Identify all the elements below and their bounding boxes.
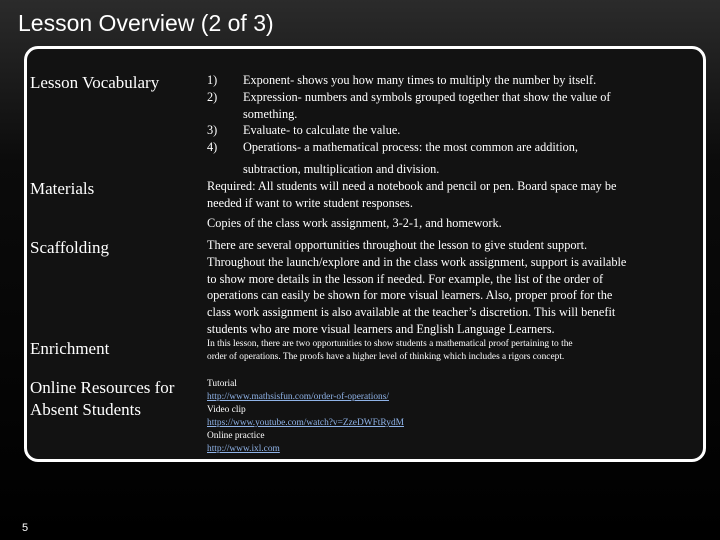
materials-label: Materials (30, 179, 95, 198)
vocabulary-list (207, 72, 685, 178)
materials-text: Required: All students will need a notebook and pencil or pen. Board space may be needed if want to write student responses. Copies of the class work assignment, 3-2-1, and homework. (207, 179, 617, 230)
online-practice-label: Online practice (207, 431, 265, 441)
vocab-item-3: 3) Evaluate- to calculate the value. (207, 123, 401, 138)
vocab-item-4-cont: subtraction, multiplication and division. (243, 161, 440, 176)
vocab-item-2: 2) Expression- numbers and symbols grouped together that show the value of (207, 89, 611, 104)
enrichment-text: In this lesson, there are two opportunities to show students a mathematical proof pertaining to the order of operations. The proofs have a higher level of thinking which includes a rigors concept. (207, 339, 573, 362)
scaffolding-text: There are several opportunities throughout the lesson to give student support. Throughout the launch/explore and in the class work assignment, support is available to show more details in the lesson if needed. For example, the list of the order of operations can easily be shown for more visual learners. Also, proper proof for the class work assignment is also available at the teacher’s discretion. This will benefit students who are more visual learners and English Language Learners. (207, 238, 627, 336)
online-resources-list (207, 378, 685, 456)
tutorial-link[interactable]: http://www.mathsisfun.com/order-of-operations/ (207, 392, 389, 402)
enrichment-label: Enrichment (30, 339, 110, 358)
vocab-item-1: 1) Exponent- shows you how many times to multiply the number by itself. (207, 73, 597, 87)
vocab-item-2-cont: something. (243, 106, 298, 121)
tutorial-label: Tutorial (207, 379, 237, 389)
video-clip-link[interactable]: https://www.youtube.com/watch?v=ZzeDWFtRydM (207, 418, 404, 428)
vocabulary-label: Lesson Vocabulary (30, 73, 160, 92)
scaffolding-label: Scaffolding (30, 238, 110, 257)
online-resources-label: Online Resources for Absent Students (30, 378, 175, 419)
slide-title: Lesson Overview (2 of 3) (18, 10, 274, 36)
video-clip-label: Video clip (207, 405, 246, 415)
vocab-item-4: 4) Operations- a mathematical process: the most common are addition, (207, 140, 578, 155)
page-number: 5 (22, 522, 29, 534)
online-practice-link[interactable]: http://www.ixl.com (207, 444, 280, 454)
